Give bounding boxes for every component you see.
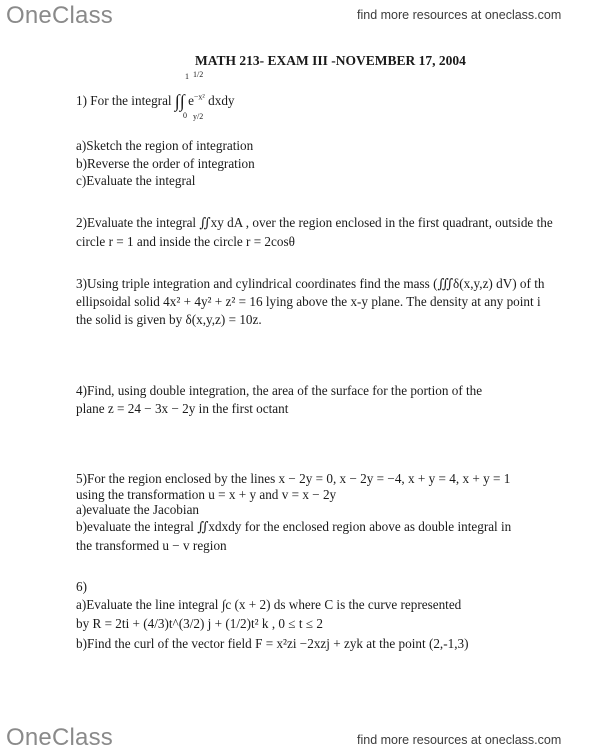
oneclass-logo: OneClass <box>6 2 113 29</box>
q5-line-3: a)evaluate the Jacobian <box>76 502 200 517</box>
q1-part-b: b)Reverse the order of integration <box>76 156 255 171</box>
q1-integrand: e <box>188 93 194 108</box>
q6-line-2: by R = 2ti + (4/3)t^(3/2) j + (1/2)t² k , 0 ≤ t ≤ 2 <box>76 616 323 631</box>
q6-line-3: b)Find the curl of the vector field F = x²zi −2xzj + zyk at the point (2,-1,3) <box>76 636 469 651</box>
q1-inner-upper: 1/2 <box>193 70 204 79</box>
q3-line-2: ellipsoidal solid 4x² + 4y² + z² = 16 lying above the x-y plane. The density at any point i <box>76 294 541 309</box>
oneclass-logo-footer: OneClass <box>6 724 113 751</box>
q1-differential: dxdy <box>208 93 235 108</box>
double-integral-icon: ∫∫ <box>174 91 185 111</box>
q2-line-1: 2)Evaluate the integral ∬xy dA , over the region enclosed in the first quadrant, outside the <box>76 215 553 230</box>
q5-line-1: 5)For the region enclosed by the lines x − 2y = 0, x − 2y = −4, x + y = 4, x + y = 1 <box>76 471 511 486</box>
q3-line-1: 3)Using triple integration and cylindrical coordinates find the mass (∭δ(x,y,z) dV) of th <box>76 276 545 291</box>
q4-line-2: plane z = 24 − 3x − 2y in the first octant <box>76 401 289 416</box>
q1-outer-upper: 1 <box>185 72 189 81</box>
q6-number: 6) <box>76 579 87 594</box>
resources-link[interactable]: find more resources at oneclass.com <box>357 8 562 22</box>
resources-link-footer[interactable]: find more resources at oneclass.com <box>357 733 562 747</box>
q1-exponent: −x² <box>193 92 205 102</box>
question-1-integral <box>76 89 235 110</box>
q1-inner-lower: y/2 <box>193 112 204 121</box>
q4-line-1: 4)Find, using double integration, the area of the surface for the portion of the <box>76 383 483 398</box>
q1-part-a: a)Sketch the region of integration <box>76 138 254 153</box>
q5-line-5: the transformed u − v region <box>76 538 227 553</box>
q1-outer-lower: 0 <box>183 111 187 120</box>
q1-prefix: 1) For the integral <box>76 93 172 108</box>
q5-line-4: b)evaluate the integral ∬xdxdy for the enclosed region above as double integral in <box>76 519 512 534</box>
q1-part-c: c)Evaluate the integral <box>76 173 196 188</box>
exam-title: MATH 213- EXAM III -NOVEMBER 17, 2004 <box>195 53 466 68</box>
q3-line-3: the solid is given by δ(x,y,z) = 10z. <box>76 312 262 327</box>
q5-line-2: using the transformation u = x + y and v = x − 2y <box>76 487 337 502</box>
q6-line-1: a)Evaluate the line integral ∫c (x + 2) ds where C is the curve represented <box>76 597 462 612</box>
q2-line-2: circle r = 1 and inside the circle r = 2cosθ <box>76 234 295 249</box>
